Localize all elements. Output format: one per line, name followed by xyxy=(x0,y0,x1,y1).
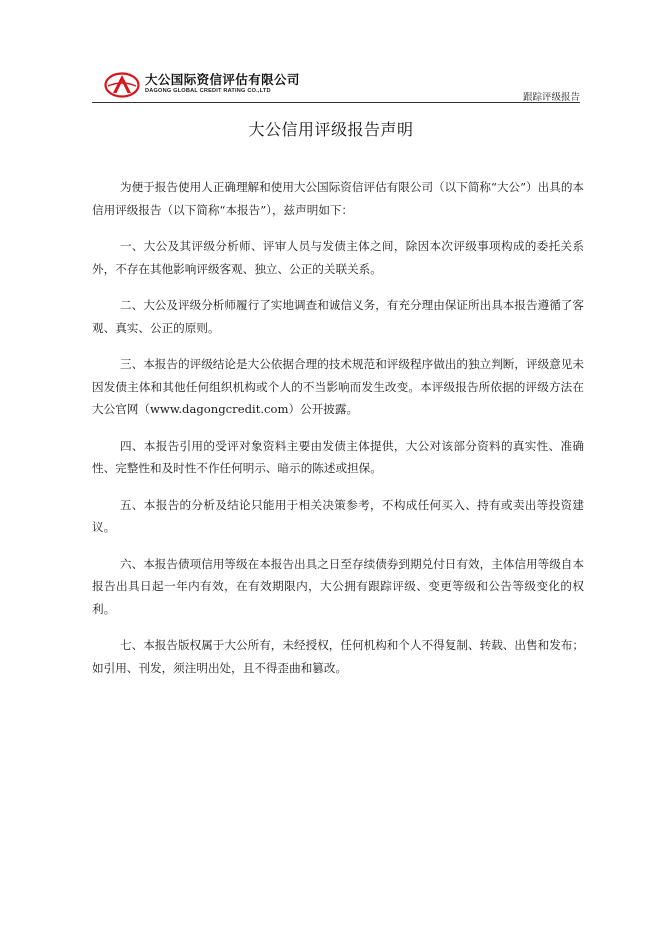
statement-item-1: 一、大公及其评级分析师、评审人员与发债主体之间，除因本次评级事项构成的委托关系外，不存在其他影响评级客观、独立、公正的关联关系。 xyxy=(92,239,584,276)
statement-item-7: 七、本报告版权属于大公所有，未经授权，任何机构和个人不得复制、转载、出售和发布；如引用、刊发，须注明出处，且不得歪曲和篡改。 xyxy=(92,638,584,675)
statement-body xyxy=(92,176,584,693)
page-title: 大公信用评级报告声明 xyxy=(248,120,414,139)
company-logo-text xyxy=(145,73,300,95)
statement-item-5: 五、本报告的分析及结论只能用于相关决策参考，不构成任何买入、持有或卖出等投资建议。 xyxy=(92,497,584,534)
report-type-label: 跟踪评级报告 xyxy=(522,92,580,103)
statement-item-3: 三、本报告的评级结论是大公依据合理的技术规范和评级程序做出的独立判断，评级意见未因发债主体和其他任何组织机构或个人的不当影响而发生改变。本评级报告所依据的评级方法在大公官网（www.dagongcredit.com）公开披露。 xyxy=(92,357,584,416)
header-divider xyxy=(92,102,580,103)
statement-item-4: 四、本报告引用的受评对象资料主要由发债主体提供，大公对该部分资料的真实性、准确性、完整性和及时性不作任何明示、暗示的陈述或担保。 xyxy=(92,438,584,475)
dagong-logo-icon xyxy=(104,72,140,98)
intro-paragraph: 为便于报告使用人正确理解和使用大公国际资信评估有限公司（以下简称“大公”）出具的本信用评级报告（以下简称“本报告”），兹声明如下： xyxy=(92,180,585,217)
statement-item-6: 六、本报告债项信用等级在本报告出具之日至存续债券到期兑付日有效，主体信用等级自本报告出具日起一年内有效，在有效期限内，大公拥有跟踪评级、变更等级和公告等级变化的权利。 xyxy=(92,556,584,616)
company-name-cn: 大公国际资信评估有限公司 xyxy=(145,72,300,87)
statement-item-2: 二、大公及评级分析师履行了实地调查和诚信义务，有充分理由保证所出具本报告遵循了客观、真实、公正的原则。 xyxy=(92,298,584,335)
company-name-en: DAGONG GLOBAL CREDIT RATING CO.,LTD xyxy=(145,88,271,94)
page-header xyxy=(104,70,580,102)
